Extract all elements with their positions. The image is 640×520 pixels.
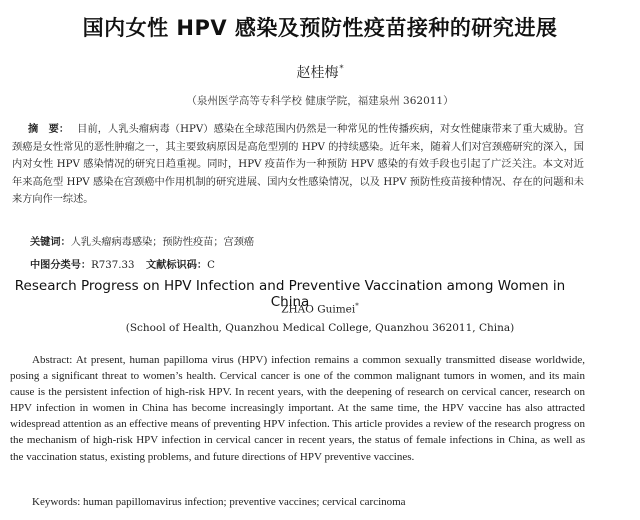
- document-code: [146, 256, 215, 271]
- chinese-keywords-text: 人乳头瘤病毒感染；预防性疫苗；宫颈癌: [70, 237, 255, 248]
- chinese-author: [0, 62, 640, 82]
- classification-value: R737.33: [91, 260, 135, 271]
- chinese-author-name: 赵桂梅: [296, 65, 339, 81]
- english-keywords-text: human papillomavirus infection; preventive vaccines; cervical carcinoma: [83, 496, 406, 508]
- chinese-affiliation: （泉州医学高等专科学校 健康学院，福建泉州 362011）: [186, 95, 454, 107]
- chinese-abstract-label: 摘 要：: [28, 124, 70, 135]
- english-title: Research Progress on HPV Infection and Preventive Vaccination among Women in China: [14, 278, 566, 310]
- chinese-title: 国内女性 HPV 感染及预防性疫苗接种的研究进展: [82, 16, 558, 40]
- english-abstract-text: At present, human papilloma virus (HPV) infection remains a common sexually transmitted disease worldwide, posing a significant threat to women’s health. Cervical cancer is one of the common malignant tumors in women, and its main cause is the persistent infection of high-risk HPV. In recent years, with the deepening of research on cervical cancer, research on HPV infection in women in China has become increasingly important. At the same time, the HPV vaccine has also attracted widespread attention as an effective means of preventing HPV infection. This article provides a review of the research progress on the mechanism of high-risk HPV infection in cervical cancer in recent years, the status of female infections in China, as well as the vaccination status, existing problems, and future directions of HPV preventive vaccines.: [10, 354, 585, 463]
- english-author: [0, 302, 640, 316]
- english-affiliation: (School of Health, Quanzhou Medical College, Quanzhou 362011, China): [125, 322, 515, 334]
- document-code-label: 文献标识码：: [146, 260, 208, 271]
- english-keywords: [32, 496, 406, 508]
- chinese-author-mark: *: [339, 64, 344, 74]
- chinese-abstract-text: 目前，人乳头瘤病毒（HPV）感染在全球范围内仍然是一种常见的性传播疾病，对女性健康带来了重大威胁。宫颈癌是女性常见的恶性肿瘤之一，其主要致病原因是高危型別的 HPV 的持续感染。近年来，随着人们对宫颈癌研究的深入，国内对女性 HPV 感染情况的研究日趋重视。同时，HPV 疫苗作为一种预防 HPV 感染的有效手段也引起了广泛关注。本文对近年来高危型 HPV 感染在宫颈癌中作用机制的研究进展、国内女性感染情况，以及 HPV 预防性疫苗接种情况、存在的问题和未来方向作一综述。: [12, 124, 584, 206]
- classification-label: 中图分类号：: [30, 260, 92, 271]
- classification-code: [30, 260, 134, 271]
- chinese-keywords: [30, 233, 254, 248]
- document-code-value: C: [207, 260, 215, 271]
- english-author-mark: *: [355, 302, 359, 310]
- english-author-name: ZHAO Guimei: [281, 303, 356, 316]
- english-abstract: [10, 352, 585, 465]
- english-keywords-label: Keywords:: [32, 496, 81, 508]
- chinese-abstract: [12, 121, 584, 209]
- chinese-keywords-label: 关键词：: [30, 237, 71, 248]
- english-abstract-label: Abstract:: [32, 354, 73, 366]
- classification-row: [30, 256, 590, 271]
